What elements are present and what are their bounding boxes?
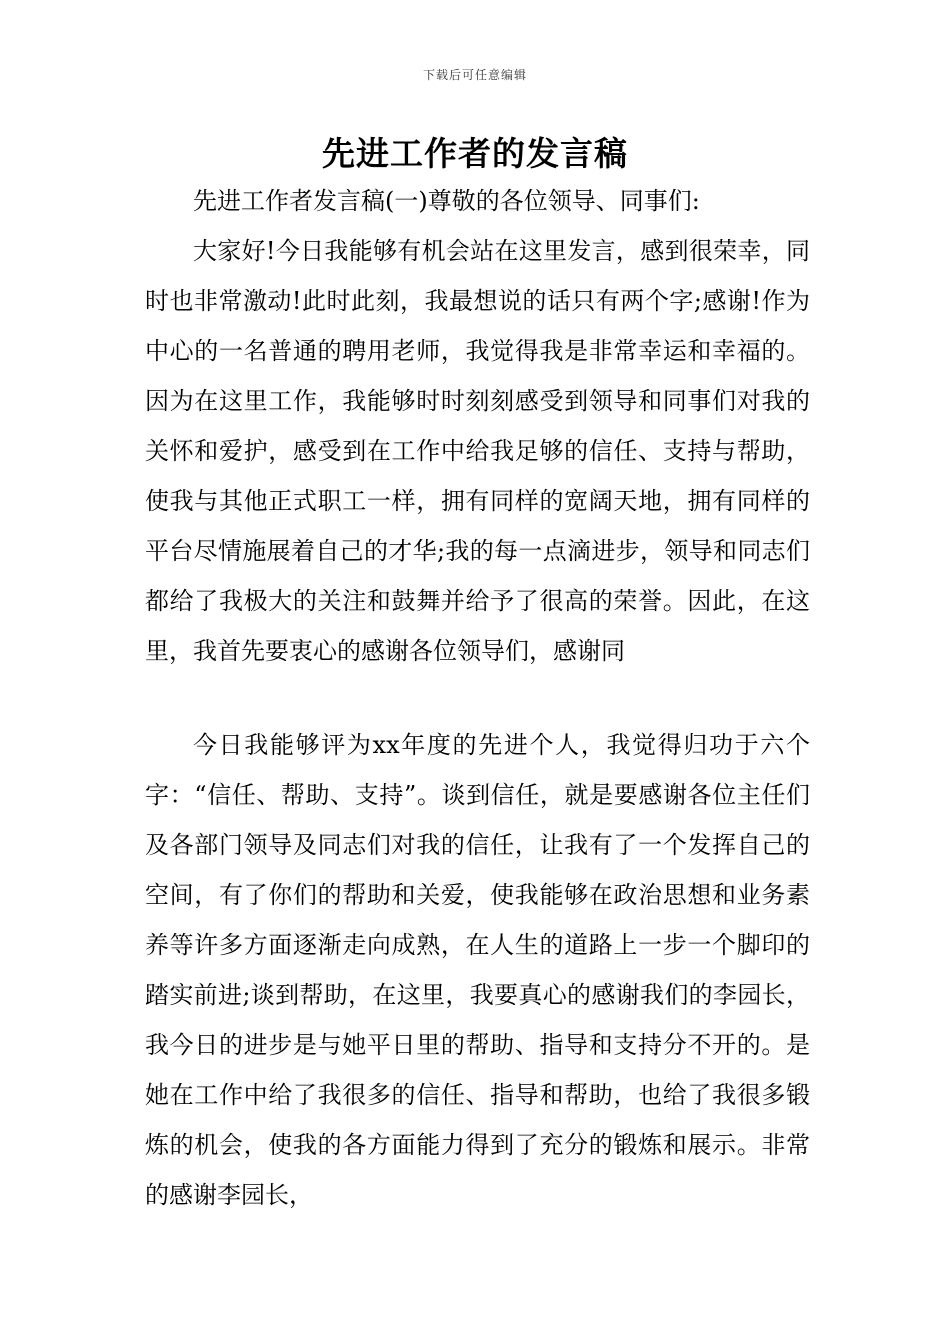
paragraph-1: 先进工作者发言稿(一)尊敬的各位领导、同事们: <box>193 187 700 215</box>
paragraph-2-block <box>145 226 810 676</box>
paragraph-1-block <box>145 176 810 226</box>
document-title: 先进工作者的发言稿 <box>322 134 628 173</box>
header-note: 下载后可任意编辑 <box>422 68 527 82</box>
paragraph-3: 今日我能够评为xx年度的先进个人，我觉得归功于六个字：“信任、帮助、支持”。谈到信任，就是要感谢各位主任们及各部门领导及同志们对我的信任，让我有了一个发挥自己的空间，有了你们的帮助和关爱，使我能够在政治思想和业务素养等许多方面逐渐走向成熟，在人生的道路上一步一个脚印的踏实前进;谈到帮助，在这里，我要真心的感谢我们的李园长，我今日的进步是与她平日里的帮助、指导和支持分不开的。是她在工作中给了我很多的信任、指导和帮助，也给了我很多锻炼的机会，使我的各方面能力得到了充分的锻炼和展示。非常的感谢李园长， <box>145 731 810 1209</box>
paragraph-3-block <box>145 720 810 1220</box>
paragraph-2: 大家好!今日我能够有机会站在这里发言，感到很荣幸，同时也非常激动!此时此刻，我最想说的话只有两个字;感谢!作为中心的一名普通的聘用老师，我觉得我是非常幸运和幸福的。因为在这里工作，我能够时时刻刻感受到领导和同事们对我的关怀和爱护，感受到在工作中给我足够的信任、支持与帮助，使我与其他正式职工一样，拥有同样的宽阔天地，拥有同样的平台尽情施展着自己的才华;我的每一点滴进步，领导和同志们都给了我极大的关注和鼓舞并给予了很高的荣誉。因此，在这里，我首先要衷心的感谢各位领导们，感谢同 <box>145 237 810 665</box>
